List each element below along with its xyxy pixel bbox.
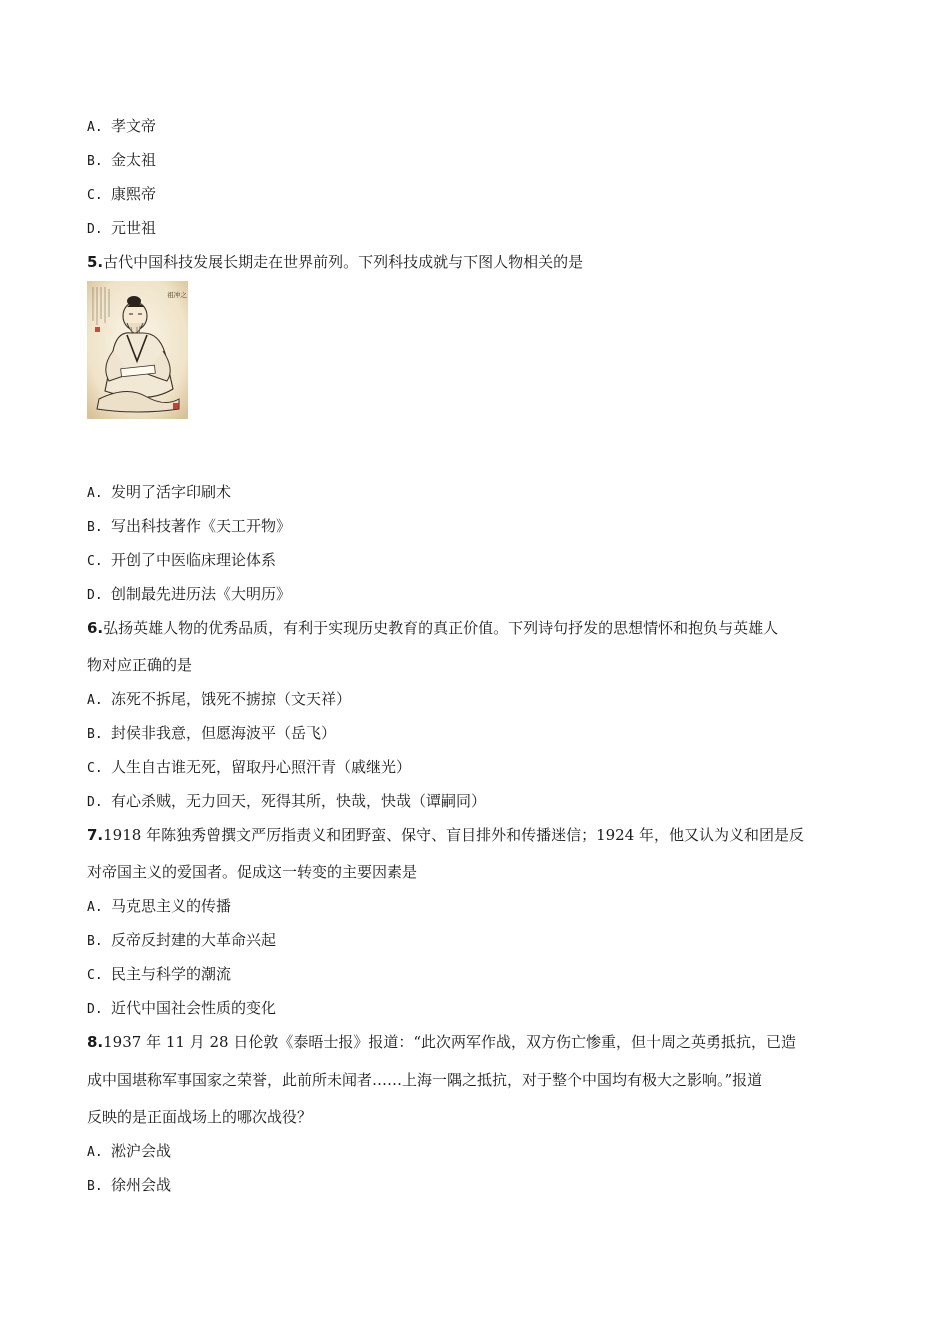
- q4-option-a: [87, 116, 156, 138]
- question-text: 对帝国主义的爱国者。促成这一转变的主要因素是: [87, 863, 418, 881]
- q5-option-d: [87, 584, 291, 606]
- option-letter: A.: [87, 1145, 103, 1160]
- option-letter: D.: [87, 795, 103, 810]
- option-text: 发明了活字印刷术: [111, 483, 232, 501]
- q6-stem-line-2: [87, 655, 192, 675]
- option-text: 写出科技著作《天工开物》: [111, 517, 292, 535]
- option-letter: B.: [87, 934, 103, 949]
- q4-option-c: [87, 184, 156, 206]
- question-text: 反映的是正面战场上的哪次战役？: [87, 1108, 313, 1126]
- q8-stem-line-1: [87, 1032, 796, 1052]
- q5-option-b: [87, 516, 291, 538]
- q6-option-d: [87, 791, 486, 813]
- q4-option-b: [87, 150, 156, 172]
- q5-option-a: [87, 482, 231, 504]
- option-text: 孝文帝: [111, 117, 157, 135]
- figure-caption: 祖冲之: [167, 291, 187, 299]
- option-text: 康熙帝: [111, 185, 157, 203]
- option-text: 近代中国社会性质的变化: [111, 999, 277, 1017]
- q7-option-b: [87, 930, 276, 952]
- option-letter: A.: [87, 693, 103, 708]
- option-text: 徐州会战: [111, 1176, 172, 1194]
- question-text: 弘扬英雄人物的优秀品质，有利于实现历史教育的真正价值。下列诗句抒发的思想情怀和抱负与英雄人: [103, 619, 779, 637]
- option-letter: A.: [87, 486, 103, 501]
- option-text: 淞沪会战: [111, 1142, 172, 1160]
- q6-option-c: [87, 757, 411, 779]
- option-text: 人生自古谁无死，留取丹心照汗青（戚继光）: [111, 758, 412, 776]
- q8-option-b: [87, 1175, 171, 1197]
- question-text: 1937 年 11 月 28 日伦敦《泰晤士报》报道：“此次两军作战，双方伤亡惨重，但十周之英勇抵抗，已造: [103, 1033, 797, 1051]
- question-text: 成中国堪称军事国家之荣誉，此前所未闻者……上海一隅之抵抗，对于整个中国均有极大之影响。”报道: [87, 1071, 763, 1089]
- option-text: 民主与科学的潮流: [111, 965, 232, 983]
- option-letter: C.: [87, 968, 103, 983]
- option-letter: A.: [87, 900, 103, 915]
- q6-option-b: [87, 723, 336, 745]
- option-letter: B.: [87, 520, 103, 535]
- q8-stem-line-2: [87, 1070, 762, 1090]
- q8-stem-line-3: [87, 1107, 312, 1127]
- q7-option-c: [87, 964, 231, 986]
- option-text: 金太祖: [111, 151, 157, 169]
- q8-option-a: [87, 1141, 171, 1163]
- question-number: 6.: [87, 619, 104, 637]
- option-letter: C.: [87, 761, 103, 776]
- q7-option-a: [87, 896, 231, 918]
- option-letter: B.: [87, 727, 103, 742]
- q5-stem: [87, 252, 583, 272]
- q7-option-d: [87, 998, 276, 1020]
- option-letter: A.: [87, 120, 103, 135]
- question-number: 8.: [87, 1033, 104, 1051]
- question-number: 7.: [87, 826, 104, 844]
- option-text: 有心杀贼，无力回天，死得其所，快哉，快哉（谭嗣同）: [111, 792, 487, 810]
- option-text: 开创了中医临床理论体系: [111, 551, 277, 569]
- q7-stem-line-1: [87, 825, 804, 845]
- question-text: 古代中国科技发展长期走在世界前列。下列科技成就与下图人物相关的是: [103, 253, 584, 271]
- option-letter: C.: [87, 188, 103, 203]
- question-text: 物对应正确的是: [87, 656, 193, 674]
- option-letter: D.: [87, 1002, 103, 1017]
- q4-option-d: [87, 218, 156, 240]
- q7-stem-line-2: [87, 862, 417, 882]
- question-text: 1918 年陈独秀曾撰文严厉指责义和团野蛮、保守、盲目排外和传播迷信；1924 年，他又认为义和团是反: [103, 826, 805, 844]
- option-letter: B.: [87, 154, 103, 169]
- option-text: 封侯非我意，但愿海波平（岳飞）: [111, 724, 337, 742]
- q5-option-c: [87, 550, 276, 572]
- portrait-figure: [87, 281, 188, 419]
- option-letter: D.: [87, 588, 103, 603]
- option-text: 创制最先进历法《大明历》: [111, 585, 292, 603]
- option-letter: C.: [87, 554, 103, 569]
- q6-stem-line-1: [87, 618, 778, 638]
- question-number: 5.: [87, 253, 104, 271]
- option-text: 马克思主义的传播: [111, 897, 232, 915]
- option-letter: B.: [87, 1179, 103, 1194]
- q6-option-a: [87, 689, 351, 711]
- option-text: 反帝反封建的大革命兴起: [111, 931, 277, 949]
- option-text: 冻死不拆尾，饿死不掳掠（文天祥）: [111, 690, 352, 708]
- option-letter: D.: [87, 222, 103, 237]
- option-text: 元世祖: [111, 219, 157, 237]
